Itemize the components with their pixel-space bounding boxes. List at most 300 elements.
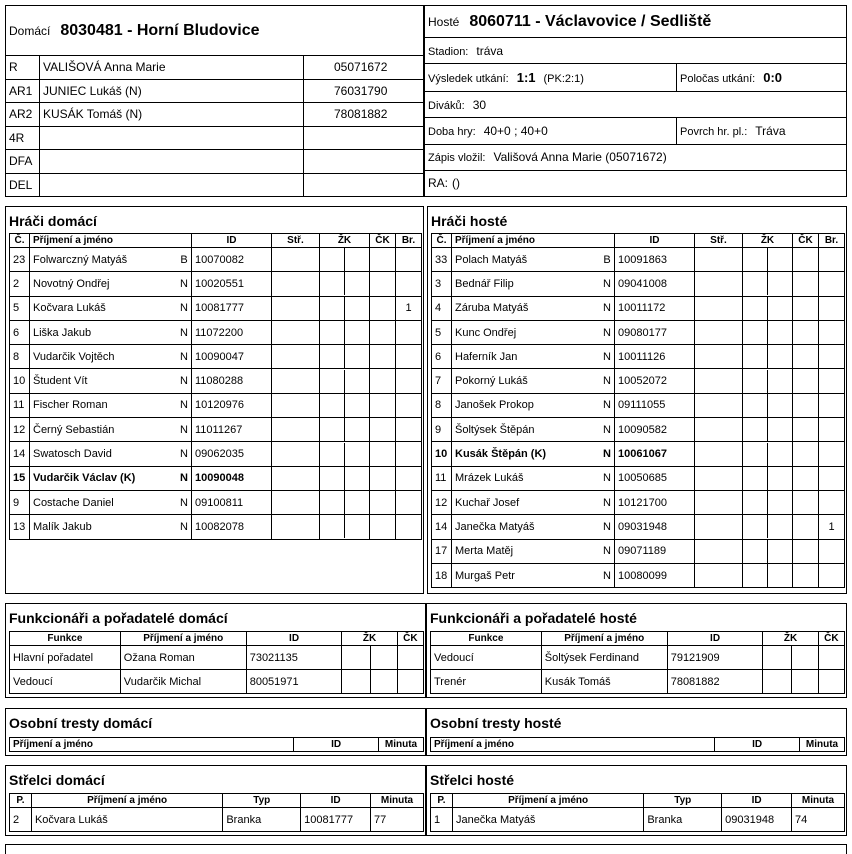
- player-id: 09041008: [615, 272, 695, 296]
- player-red-cell: [370, 248, 396, 272]
- player-red-cell: [793, 418, 819, 442]
- player-id: 10052072: [615, 369, 695, 393]
- player-number: 10: [432, 442, 452, 466]
- scorers-header-row: [10, 794, 424, 808]
- player-yellow-cell: [320, 466, 370, 490]
- functionary-id: 79121909: [667, 646, 763, 670]
- player-id: 11072200: [192, 320, 272, 344]
- player-row: [432, 442, 845, 466]
- player-name: Janečka Matyáš: [452, 515, 601, 539]
- player-row: [10, 296, 422, 320]
- entered-by-label: Zápis vložil:: [428, 152, 486, 165]
- player-type: B: [177, 248, 191, 272]
- player-id: 11080288: [192, 369, 272, 393]
- official-row: [6, 79, 424, 102]
- player-yellow-cell: [320, 393, 370, 417]
- players-home-title: Hráči domácí: [9, 213, 97, 229]
- column-header: Příjmení a jméno: [31, 794, 222, 808]
- player-id: 09071189: [615, 539, 695, 563]
- functionary-yellow-cell-2: [370, 646, 397, 670]
- player-type: N: [600, 418, 614, 442]
- functionary-role: Vedoucí: [431, 646, 542, 670]
- functionary-yellow-cell-2: [791, 646, 818, 670]
- player-goals-scored: [819, 418, 845, 442]
- official-role: 4R: [6, 126, 40, 149]
- duration-value: 40+0 ; 40+0: [483, 123, 548, 138]
- player-number: 5: [432, 320, 452, 344]
- scorers-home-title: Střelci domácí: [9, 772, 105, 788]
- functionary-yellow-cell: [342, 646, 370, 670]
- functionary-red-cell: [818, 670, 844, 694]
- functionary-red-cell: [818, 646, 844, 670]
- player-goals-scored: [396, 248, 422, 272]
- player-type: N: [600, 296, 614, 320]
- player-yellow-cell: [743, 539, 793, 563]
- player-type: N: [600, 442, 614, 466]
- scorers-home-section: [5, 765, 426, 836]
- home-team-name: 8030481 - Horní Bludovice: [60, 21, 260, 39]
- player-id: 10011126: [615, 345, 695, 369]
- scorers-away-section: [426, 765, 847, 836]
- player-yellow-cell: [743, 442, 793, 466]
- player-type: N: [177, 466, 191, 490]
- player-goals-scored: 1: [819, 515, 845, 539]
- player-number: 33: [432, 248, 452, 272]
- player-id: 10090048: [192, 466, 272, 490]
- functionary-yellow-cell: [342, 670, 370, 694]
- penalties-away-title: Osobní tresty hosté: [430, 715, 562, 731]
- scorer-number: 2: [10, 808, 32, 832]
- player-id: 10080099: [615, 563, 695, 587]
- column-header: ID: [667, 632, 763, 646]
- duration-cell: [425, 118, 677, 144]
- player-goals-cell: [272, 345, 320, 369]
- player-row: [432, 466, 845, 490]
- player-goals-cell: [272, 442, 320, 466]
- player-type: N: [600, 539, 614, 563]
- result-pk: (PK:2:1): [543, 73, 584, 86]
- player-type: N: [177, 418, 191, 442]
- player-goals-cell: [272, 418, 320, 442]
- player-type: N: [177, 442, 191, 466]
- result-value: 1:1: [516, 70, 536, 86]
- player-number: 17: [432, 539, 452, 563]
- player-number: 9: [10, 490, 30, 514]
- duration-label: Doba hry:: [428, 125, 476, 138]
- player-row: [10, 515, 422, 539]
- player-name: Folwarczný Matyáš: [30, 248, 178, 272]
- player-red-cell: [793, 369, 819, 393]
- player-number: 14: [432, 515, 452, 539]
- column-header: Br.: [396, 234, 422, 248]
- functionary-name: Ožana Roman: [120, 646, 246, 670]
- player-id: 10070082: [192, 248, 272, 272]
- player-goals-cell: [272, 369, 320, 393]
- player-goals-scored: [819, 442, 845, 466]
- ra-label: RA:: [428, 176, 449, 191]
- player-yellow-cell: [320, 272, 370, 296]
- player-row: [432, 393, 845, 417]
- player-row: [10, 466, 422, 490]
- player-goals-cell: [695, 393, 743, 417]
- functionary-yellow-cell: [763, 646, 791, 670]
- player-yellow-cell: [320, 418, 370, 442]
- scorer-minute: 74: [792, 808, 845, 832]
- player-type: N: [177, 320, 191, 344]
- halftime-label: Poločas utkání:: [680, 73, 756, 86]
- player-red-cell: [793, 248, 819, 272]
- column-header: ČK: [818, 632, 844, 646]
- scorer-id: 10081777: [301, 808, 371, 832]
- player-type: N: [177, 296, 191, 320]
- player-goals-cell: [695, 490, 743, 514]
- player-id: 10020551: [192, 272, 272, 296]
- functionary-red-cell: [397, 670, 423, 694]
- official-role: R: [6, 56, 40, 79]
- player-type: N: [177, 490, 191, 514]
- player-row: [10, 490, 422, 514]
- column-header: Příjmení a jméno: [30, 234, 192, 248]
- penalties-away-section: [426, 708, 847, 756]
- player-goals-cell: [695, 345, 743, 369]
- player-yellow-cell: [743, 248, 793, 272]
- player-goals-cell: [272, 296, 320, 320]
- official-id: 78081882: [304, 103, 424, 126]
- player-type: N: [600, 272, 614, 296]
- player-name: Bednář Filip: [452, 272, 601, 296]
- player-row: [10, 320, 422, 344]
- column-header: Příjmení a jméno: [541, 632, 667, 646]
- player-red-cell: [370, 418, 396, 442]
- next-section-edge: [5, 844, 847, 854]
- column-header: Typ: [223, 794, 301, 808]
- header-home-table: [5, 5, 424, 197]
- player-red-cell: [793, 539, 819, 563]
- player-name: Pokorný Lukáš: [452, 369, 601, 393]
- player-goals-cell: [695, 296, 743, 320]
- player-number: 11: [432, 466, 452, 490]
- player-id: 09031948: [615, 515, 695, 539]
- column-header: ŽK: [743, 234, 793, 248]
- player-red-cell: [370, 393, 396, 417]
- penalties-home-table: [9, 737, 424, 752]
- scorers-home-table: [9, 793, 424, 832]
- official-row: [6, 103, 424, 126]
- player-number: 3: [432, 272, 452, 296]
- player-goals-scored: [819, 296, 845, 320]
- stadium-label: Stadion:: [428, 45, 469, 58]
- penalties-away-table: [430, 737, 845, 752]
- player-yellow-cell: [320, 442, 370, 466]
- player-number: 18: [432, 563, 452, 587]
- functionary-yellow-cell-2: [791, 670, 818, 694]
- official-id: [304, 173, 424, 196]
- player-type: B: [600, 248, 614, 272]
- halftime-value: 0:0: [763, 70, 783, 86]
- scorer-name: Janečka Matyáš: [452, 808, 643, 832]
- player-goals-cell: [272, 272, 320, 296]
- player-name: Novotný Ondřej: [30, 272, 178, 296]
- player-name: Kočvara Lukáš: [30, 296, 178, 320]
- player-id: 11011267: [192, 418, 272, 442]
- column-header: ID: [246, 632, 342, 646]
- player-goals-scored: [396, 320, 422, 344]
- spectators-value: 30: [472, 97, 487, 112]
- player-red-cell: [370, 296, 396, 320]
- player-goals-cell: [695, 563, 743, 587]
- player-goals-cell: [272, 515, 320, 539]
- player-yellow-cell: [320, 490, 370, 514]
- functionaries-header-row: [10, 632, 424, 646]
- column-header: Br.: [819, 234, 845, 248]
- player-red-cell: [793, 515, 819, 539]
- player-row: [432, 563, 845, 587]
- player-yellow-cell: [320, 248, 370, 272]
- players-header-row: [10, 234, 422, 248]
- functionary-name: Vudarčik Michal: [120, 670, 246, 694]
- column-header: Příjmení a jméno: [452, 794, 643, 808]
- penalties-home-section: [5, 708, 426, 756]
- functionary-red-cell: [397, 646, 423, 670]
- player-name: Vudarčik Václav (K): [30, 466, 178, 490]
- player-name: Costache Daniel: [30, 490, 178, 514]
- player-name: Malík Jakub: [30, 515, 178, 539]
- player-row: [432, 272, 845, 296]
- stadium-cell: [425, 38, 847, 64]
- column-header: P.: [10, 794, 32, 808]
- player-name: Janošek Prokop: [452, 393, 601, 417]
- player-row: [10, 442, 422, 466]
- player-number: 6: [432, 345, 452, 369]
- officials-list: [6, 56, 424, 197]
- ra-cell: [425, 170, 847, 196]
- player-type: N: [177, 345, 191, 369]
- player-number: 14: [10, 442, 30, 466]
- player-name: Swatosch David: [30, 442, 178, 466]
- player-number: 9: [432, 418, 452, 442]
- away-team-cell: [425, 6, 847, 38]
- functionary-role: Trenér: [431, 670, 542, 694]
- penalties-header-row: [10, 738, 424, 752]
- player-yellow-cell: [320, 369, 370, 393]
- official-row: [6, 126, 424, 149]
- surface-cell: [677, 118, 847, 144]
- player-red-cell: [370, 490, 396, 514]
- player-goals-cell: [272, 393, 320, 417]
- header-away-panel: [424, 5, 847, 197]
- player-red-cell: [370, 272, 396, 296]
- away-label: Hosté: [428, 14, 460, 29]
- player-id: 10050685: [615, 466, 695, 490]
- player-red-cell: [793, 320, 819, 344]
- official-name: KUSÁK Tomáš (N): [40, 103, 304, 126]
- player-row: [432, 490, 845, 514]
- player-goals-scored: [819, 369, 845, 393]
- player-type: N: [600, 320, 614, 344]
- player-red-cell: [793, 345, 819, 369]
- player-id: 10081777: [192, 296, 272, 320]
- player-number: 23: [10, 248, 30, 272]
- player-number: 10: [10, 369, 30, 393]
- column-header: Minuta: [371, 794, 424, 808]
- scorer-minute: 77: [371, 808, 424, 832]
- official-id: 76031790: [304, 79, 424, 102]
- player-number: 12: [432, 490, 452, 514]
- player-goals-scored: [396, 418, 422, 442]
- player-goals-scored: [819, 466, 845, 490]
- player-name: Kusák Štěpán (K): [452, 442, 601, 466]
- player-yellow-cell: [743, 418, 793, 442]
- player-goals-cell: [272, 248, 320, 272]
- player-number: 2: [10, 272, 30, 296]
- stadium-value: tráva: [476, 43, 504, 58]
- player-yellow-cell: [743, 466, 793, 490]
- functionary-role: Hlavní pořadatel: [10, 646, 121, 670]
- official-id: [304, 150, 424, 173]
- functionary-row: [431, 646, 845, 670]
- player-yellow-cell: [743, 393, 793, 417]
- away-team-name: 8060711 - Václavovice / Sedliště: [469, 12, 712, 30]
- column-header: Minuta: [800, 738, 845, 752]
- official-name: [40, 126, 304, 149]
- column-header: Funkce: [431, 632, 542, 646]
- spectators-label: Diváků:: [428, 99, 465, 112]
- scorer-type: Branka: [223, 808, 301, 832]
- player-goals-cell: [695, 369, 743, 393]
- player-goals-cell: [695, 320, 743, 344]
- column-header: Minuta: [792, 794, 845, 808]
- player-yellow-cell: [320, 345, 370, 369]
- player-number: 5: [10, 296, 30, 320]
- column-header: Funkce: [10, 632, 121, 646]
- functionary-yellow-cell-2: [370, 670, 397, 694]
- header-away-table: [424, 5, 847, 197]
- player-red-cell: [370, 515, 396, 539]
- player-row: [10, 345, 422, 369]
- functionary-role: Vedoucí: [10, 670, 121, 694]
- scorers-header-row: [431, 794, 845, 808]
- home-team-cell: [6, 6, 424, 56]
- player-red-cell: [370, 442, 396, 466]
- player-yellow-cell: [320, 515, 370, 539]
- player-goals-scored: [396, 369, 422, 393]
- player-yellow-cell: [743, 515, 793, 539]
- player-row: [10, 418, 422, 442]
- functionary-id: 78081882: [667, 670, 763, 694]
- column-header: ČK: [370, 234, 396, 248]
- player-number: 8: [10, 345, 30, 369]
- player-name: Mrázek Lukáš: [452, 466, 601, 490]
- player-type: N: [177, 393, 191, 417]
- player-row: [432, 515, 845, 539]
- player-goals-scored: [396, 490, 422, 514]
- player-goals-scored: [819, 248, 845, 272]
- halftime-cell: [677, 64, 847, 92]
- scorer-id: 09031948: [722, 808, 792, 832]
- player-goals-scored: [396, 393, 422, 417]
- functionary-row: [10, 646, 424, 670]
- ra-value: (): [452, 176, 461, 191]
- player-yellow-cell: [743, 320, 793, 344]
- player-goals-scored: [819, 539, 845, 563]
- player-yellow-cell: [743, 490, 793, 514]
- official-row: [6, 173, 424, 196]
- functionaries-home-section: [5, 603, 426, 698]
- functionaries-away-section: [426, 603, 847, 698]
- column-header: ID: [192, 234, 272, 248]
- scorer-name: Kočvara Lukáš: [31, 808, 222, 832]
- player-yellow-cell: [743, 272, 793, 296]
- header-home-panel: [5, 5, 424, 197]
- functionaries-home-table: [9, 631, 424, 694]
- player-goals-cell: [695, 272, 743, 296]
- column-header: Příjmení a jméno: [120, 632, 246, 646]
- player-red-cell: [793, 466, 819, 490]
- player-type: N: [177, 369, 191, 393]
- player-id: 10121700: [615, 490, 695, 514]
- player-id: 10091863: [615, 248, 695, 272]
- player-goals-scored: [819, 490, 845, 514]
- player-goals-scored: [819, 563, 845, 587]
- player-yellow-cell: [320, 296, 370, 320]
- surface-value: Tráva: [755, 123, 786, 138]
- official-name: [40, 150, 304, 173]
- functionary-name: Šoltýsek Ferdinand: [541, 646, 667, 670]
- column-header: ČK: [397, 632, 423, 646]
- player-name: Liška Jakub: [30, 320, 178, 344]
- player-type: N: [600, 490, 614, 514]
- player-yellow-cell: [743, 345, 793, 369]
- player-id: 10090582: [615, 418, 695, 442]
- player-id: 09111055: [615, 393, 695, 417]
- player-name: Záruba Matyáš: [452, 296, 601, 320]
- player-id: 09080177: [615, 320, 695, 344]
- column-header: ŽK: [342, 632, 397, 646]
- player-yellow-cell: [320, 320, 370, 344]
- player-name: Murgaš Petr: [452, 563, 601, 587]
- player-yellow-cell: [743, 296, 793, 320]
- official-role: DEL: [6, 173, 40, 196]
- player-row: [10, 272, 422, 296]
- player-red-cell: [370, 320, 396, 344]
- player-row: [10, 393, 422, 417]
- player-red-cell: [793, 272, 819, 296]
- result-cell: [425, 64, 677, 92]
- column-header: ŽK: [763, 632, 818, 646]
- official-role: DFA: [6, 150, 40, 173]
- player-type: N: [600, 345, 614, 369]
- player-red-cell: [793, 393, 819, 417]
- player-goals-scored: [819, 272, 845, 296]
- player-number: 7: [432, 369, 452, 393]
- column-header: ID: [301, 794, 371, 808]
- player-red-cell: [793, 490, 819, 514]
- players-home-table: [9, 233, 422, 540]
- player-row: [10, 248, 422, 272]
- functionary-id: 80051971: [246, 670, 342, 694]
- player-goals-cell: [695, 466, 743, 490]
- player-name: Šoltýsek Štěpán: [452, 418, 601, 442]
- functionaries-header-row: [431, 632, 845, 646]
- column-header: Stř.: [272, 234, 320, 248]
- player-goals-cell: [695, 442, 743, 466]
- column-header: ŽK: [320, 234, 370, 248]
- home-label: Domácí: [9, 23, 51, 38]
- player-goals-scored: [396, 345, 422, 369]
- player-number: 11: [10, 393, 30, 417]
- players-away-table: [431, 233, 845, 588]
- player-goals-scored: [819, 320, 845, 344]
